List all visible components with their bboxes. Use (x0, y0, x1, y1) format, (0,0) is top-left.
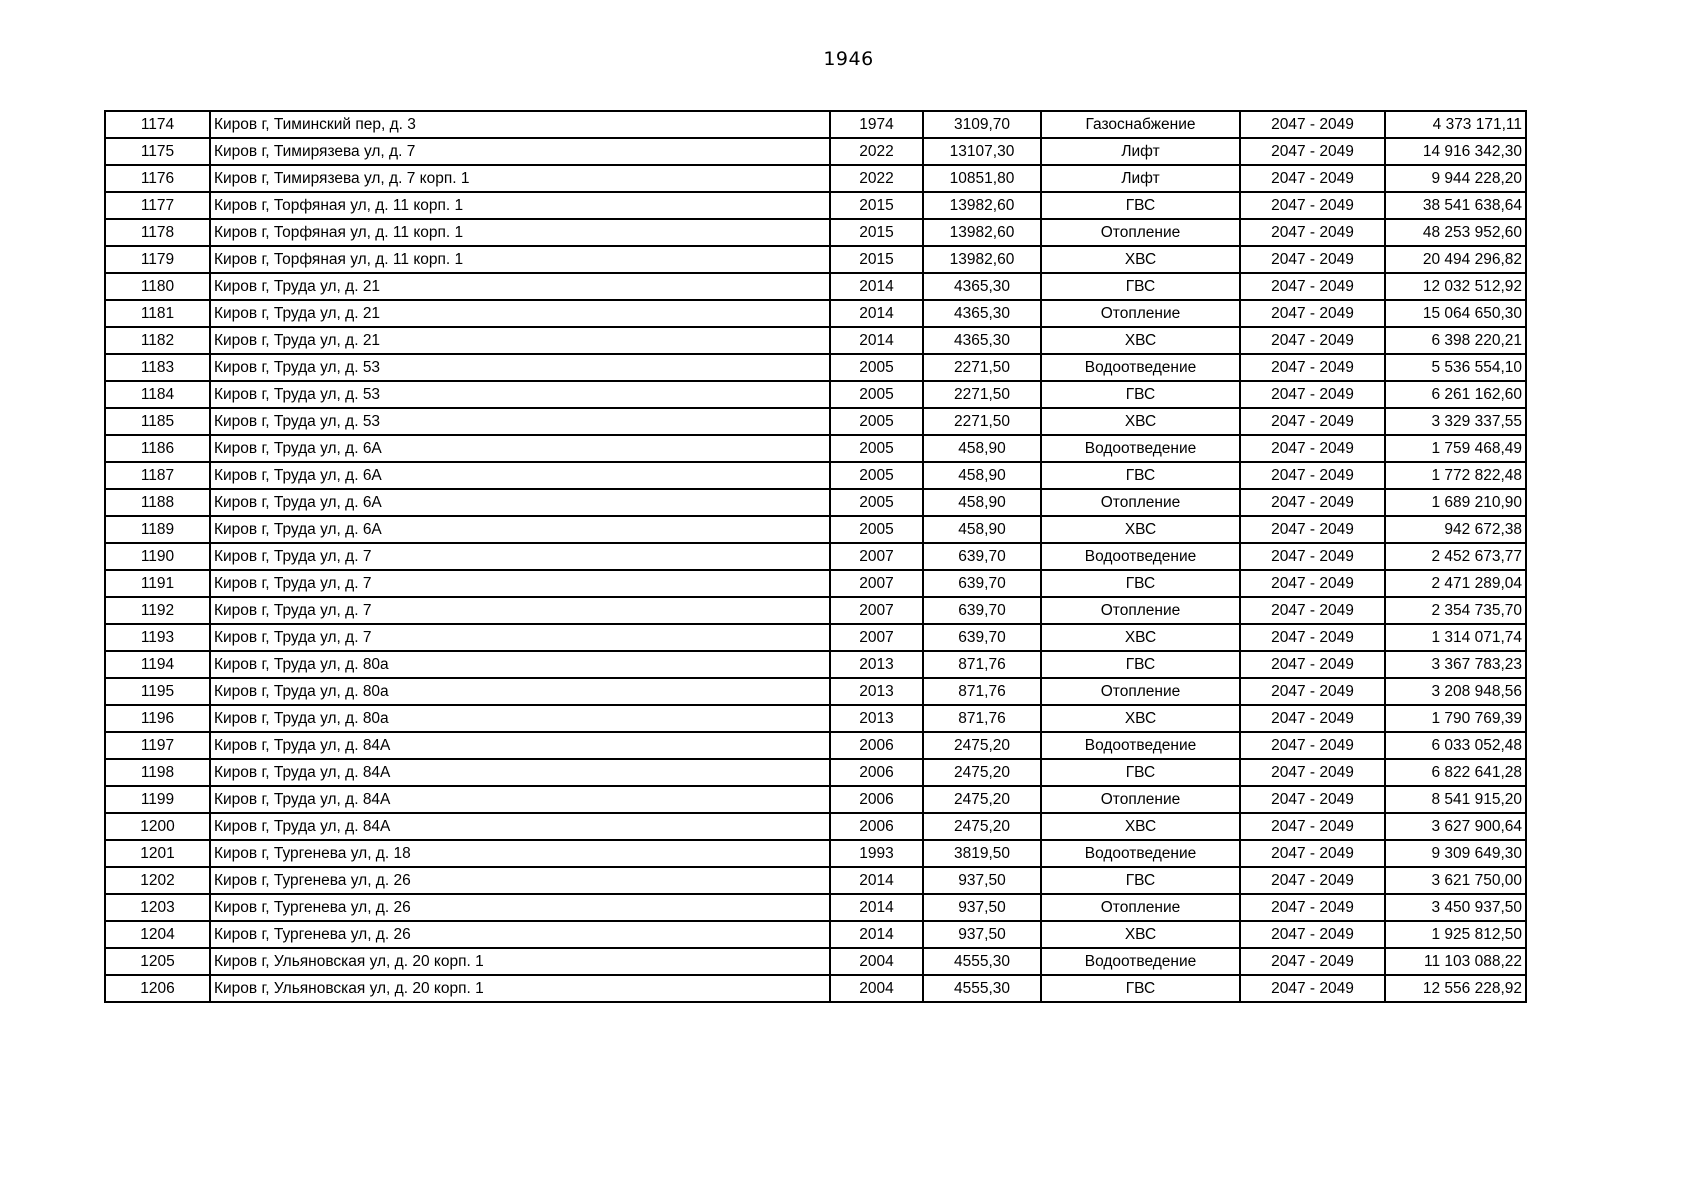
area-cell: 2271,50 (923, 354, 1041, 381)
area-cell: 937,50 (923, 867, 1041, 894)
row-number-cell: 1204 (105, 921, 210, 948)
row-number-cell: 1197 (105, 732, 210, 759)
period-cell: 2047 - 2049 (1240, 597, 1385, 624)
cost-cell: 14 916 342,30 (1385, 138, 1526, 165)
address-cell: Киров г, Торфяная ул, д. 11 корп. 1 (210, 192, 830, 219)
year-cell: 2007 (830, 543, 923, 570)
year-cell: 2015 (830, 192, 923, 219)
period-cell: 2047 - 2049 (1240, 165, 1385, 192)
cost-cell: 12 556 228,92 (1385, 975, 1526, 1002)
cost-cell: 4 373 171,11 (1385, 111, 1526, 138)
work-type-cell: Отопление (1041, 219, 1240, 246)
area-cell: 4365,30 (923, 327, 1041, 354)
cost-cell: 2 452 673,77 (1385, 543, 1526, 570)
row-number-cell: 1191 (105, 570, 210, 597)
address-cell: Киров г, Труда ул, д. 53 (210, 408, 830, 435)
period-cell: 2047 - 2049 (1240, 975, 1385, 1002)
row-number-cell: 1186 (105, 435, 210, 462)
year-cell: 2007 (830, 597, 923, 624)
table-row (105, 570, 1526, 597)
cost-cell: 38 541 638,64 (1385, 192, 1526, 219)
year-cell: 2014 (830, 327, 923, 354)
address-cell: Киров г, Тиминский пер, д. 3 (210, 111, 830, 138)
table-row (105, 759, 1526, 786)
year-cell: 2013 (830, 705, 923, 732)
year-cell: 2014 (830, 300, 923, 327)
table-row (105, 894, 1526, 921)
address-cell: Киров г, Тургенева ул, д. 26 (210, 894, 830, 921)
year-cell: 2022 (830, 138, 923, 165)
cost-cell: 1 925 812,50 (1385, 921, 1526, 948)
cost-cell: 2 354 735,70 (1385, 597, 1526, 624)
year-cell: 2004 (830, 975, 923, 1002)
period-cell: 2047 - 2049 (1240, 381, 1385, 408)
work-type-cell: ХВС (1041, 705, 1240, 732)
address-cell: Киров г, Труда ул, д. 80а (210, 651, 830, 678)
period-cell: 2047 - 2049 (1240, 948, 1385, 975)
address-cell: Киров г, Труда ул, д. 80а (210, 678, 830, 705)
year-cell: 2005 (830, 462, 923, 489)
work-type-cell: ГВС (1041, 192, 1240, 219)
cost-cell: 1 759 468,49 (1385, 435, 1526, 462)
address-cell: Киров г, Труда ул, д. 84А (210, 732, 830, 759)
period-cell: 2047 - 2049 (1240, 111, 1385, 138)
row-number-cell: 1205 (105, 948, 210, 975)
work-type-cell: Водоотведение (1041, 840, 1240, 867)
year-cell: 2022 (830, 165, 923, 192)
area-cell: 4555,30 (923, 975, 1041, 1002)
registry-table (104, 110, 1527, 1003)
table-row (105, 543, 1526, 570)
row-number-cell: 1187 (105, 462, 210, 489)
cost-cell: 9 944 228,20 (1385, 165, 1526, 192)
work-type-cell: ГВС (1041, 381, 1240, 408)
address-cell: Киров г, Тургенева ул, д. 18 (210, 840, 830, 867)
table-row (105, 327, 1526, 354)
year-cell: 2014 (830, 921, 923, 948)
area-cell: 2475,20 (923, 732, 1041, 759)
cost-cell: 2 471 289,04 (1385, 570, 1526, 597)
work-type-cell: Газоснабжение (1041, 111, 1240, 138)
table-row (105, 813, 1526, 840)
cost-cell: 6 033 052,48 (1385, 732, 1526, 759)
area-cell: 2271,50 (923, 381, 1041, 408)
work-type-cell: Водоотведение (1041, 435, 1240, 462)
address-cell: Киров г, Труда ул, д. 6А (210, 435, 830, 462)
table-row (105, 219, 1526, 246)
address-cell: Киров г, Ульяновская ул, д. 20 корп. 1 (210, 948, 830, 975)
cost-cell: 3 367 783,23 (1385, 651, 1526, 678)
table-row (105, 678, 1526, 705)
work-type-cell: Отопление (1041, 894, 1240, 921)
year-cell: 2015 (830, 246, 923, 273)
area-cell: 639,70 (923, 570, 1041, 597)
table-row (105, 408, 1526, 435)
area-cell: 458,90 (923, 462, 1041, 489)
area-cell: 13982,60 (923, 246, 1041, 273)
work-type-cell: Водоотведение (1041, 948, 1240, 975)
cost-cell: 1 314 071,74 (1385, 624, 1526, 651)
area-cell: 871,76 (923, 678, 1041, 705)
area-cell: 639,70 (923, 624, 1041, 651)
row-number-cell: 1179 (105, 246, 210, 273)
row-number-cell: 1183 (105, 354, 210, 381)
cost-cell: 942 672,38 (1385, 516, 1526, 543)
work-type-cell: Отопление (1041, 786, 1240, 813)
row-number-cell: 1177 (105, 192, 210, 219)
table-row (105, 975, 1526, 1002)
cost-cell: 20 494 296,82 (1385, 246, 1526, 273)
period-cell: 2047 - 2049 (1240, 570, 1385, 597)
cost-cell: 15 064 650,30 (1385, 300, 1526, 327)
table-row (105, 516, 1526, 543)
cost-cell: 3 208 948,56 (1385, 678, 1526, 705)
table-row (105, 489, 1526, 516)
year-cell: 2013 (830, 678, 923, 705)
row-number-cell: 1190 (105, 543, 210, 570)
period-cell: 2047 - 2049 (1240, 354, 1385, 381)
year-cell: 2014 (830, 867, 923, 894)
address-cell: Киров г, Труда ул, д. 53 (210, 381, 830, 408)
area-cell: 937,50 (923, 921, 1041, 948)
period-cell: 2047 - 2049 (1240, 219, 1385, 246)
cost-cell: 9 309 649,30 (1385, 840, 1526, 867)
work-type-cell: ХВС (1041, 921, 1240, 948)
area-cell: 4365,30 (923, 300, 1041, 327)
row-number-cell: 1189 (105, 516, 210, 543)
cost-cell: 3 627 900,64 (1385, 813, 1526, 840)
period-cell: 2047 - 2049 (1240, 624, 1385, 651)
table-row (105, 273, 1526, 300)
work-type-cell: Водоотведение (1041, 732, 1240, 759)
period-cell: 2047 - 2049 (1240, 327, 1385, 354)
year-cell: 2005 (830, 381, 923, 408)
year-cell: 2006 (830, 786, 923, 813)
row-number-cell: 1192 (105, 597, 210, 624)
work-type-cell: Отопление (1041, 597, 1240, 624)
area-cell: 3109,70 (923, 111, 1041, 138)
work-type-cell: Водоотведение (1041, 354, 1240, 381)
table-row (105, 192, 1526, 219)
address-cell: Киров г, Тургенева ул, д. 26 (210, 921, 830, 948)
cost-cell: 48 253 952,60 (1385, 219, 1526, 246)
year-cell: 2006 (830, 813, 923, 840)
row-number-cell: 1206 (105, 975, 210, 1002)
work-type-cell: ГВС (1041, 975, 1240, 1002)
address-cell: Киров г, Труда ул, д. 21 (210, 327, 830, 354)
period-cell: 2047 - 2049 (1240, 273, 1385, 300)
work-type-cell: ГВС (1041, 570, 1240, 597)
year-cell: 2006 (830, 759, 923, 786)
row-number-cell: 1185 (105, 408, 210, 435)
period-cell: 2047 - 2049 (1240, 867, 1385, 894)
row-number-cell: 1175 (105, 138, 210, 165)
period-cell: 2047 - 2049 (1240, 489, 1385, 516)
table-row (105, 354, 1526, 381)
table-row (105, 948, 1526, 975)
area-cell: 13982,60 (923, 192, 1041, 219)
area-cell: 13107,30 (923, 138, 1041, 165)
year-cell: 2005 (830, 354, 923, 381)
table-row (105, 624, 1526, 651)
year-cell: 2014 (830, 273, 923, 300)
work-type-cell: ГВС (1041, 273, 1240, 300)
period-cell: 2047 - 2049 (1240, 732, 1385, 759)
area-cell: 3819,50 (923, 840, 1041, 867)
row-number-cell: 1184 (105, 381, 210, 408)
year-cell: 2013 (830, 651, 923, 678)
work-type-cell: Лифт (1041, 138, 1240, 165)
work-type-cell: ХВС (1041, 624, 1240, 651)
table-row (105, 597, 1526, 624)
area-cell: 13982,60 (923, 219, 1041, 246)
row-number-cell: 1176 (105, 165, 210, 192)
row-number-cell: 1203 (105, 894, 210, 921)
work-type-cell: ГВС (1041, 867, 1240, 894)
period-cell: 2047 - 2049 (1240, 435, 1385, 462)
period-cell: 2047 - 2049 (1240, 462, 1385, 489)
year-cell: 2005 (830, 408, 923, 435)
table-row (105, 462, 1526, 489)
period-cell: 2047 - 2049 (1240, 138, 1385, 165)
cost-cell: 3 450 937,50 (1385, 894, 1526, 921)
table-row (105, 165, 1526, 192)
area-cell: 2475,20 (923, 786, 1041, 813)
year-cell: 2005 (830, 516, 923, 543)
work-type-cell: Отопление (1041, 489, 1240, 516)
address-cell: Киров г, Труда ул, д. 84А (210, 786, 830, 813)
period-cell: 2047 - 2049 (1240, 543, 1385, 570)
area-cell: 871,76 (923, 651, 1041, 678)
page-number: 1946 (823, 48, 874, 70)
area-cell: 4555,30 (923, 948, 1041, 975)
work-type-cell: ХВС (1041, 813, 1240, 840)
area-cell: 458,90 (923, 435, 1041, 462)
address-cell: Киров г, Труда ул, д. 80а (210, 705, 830, 732)
cost-cell: 6 398 220,21 (1385, 327, 1526, 354)
period-cell: 2047 - 2049 (1240, 813, 1385, 840)
cost-cell: 1 790 769,39 (1385, 705, 1526, 732)
work-type-cell: ХВС (1041, 516, 1240, 543)
table-row (105, 651, 1526, 678)
year-cell: 2007 (830, 624, 923, 651)
work-type-cell: ГВС (1041, 759, 1240, 786)
table-row (105, 138, 1526, 165)
work-type-cell: ХВС (1041, 246, 1240, 273)
work-type-cell: Водоотведение (1041, 543, 1240, 570)
address-cell: Киров г, Торфяная ул, д. 11 корп. 1 (210, 246, 830, 273)
address-cell: Киров г, Труда ул, д. 53 (210, 354, 830, 381)
cost-cell: 11 103 088,22 (1385, 948, 1526, 975)
address-cell: Киров г, Ульяновская ул, д. 20 корп. 1 (210, 975, 830, 1002)
row-number-cell: 1198 (105, 759, 210, 786)
row-number-cell: 1202 (105, 867, 210, 894)
table-row (105, 840, 1526, 867)
area-cell: 2271,50 (923, 408, 1041, 435)
period-cell: 2047 - 2049 (1240, 759, 1385, 786)
row-number-cell: 1182 (105, 327, 210, 354)
work-type-cell: ГВС (1041, 651, 1240, 678)
period-cell: 2047 - 2049 (1240, 516, 1385, 543)
year-cell: 2006 (830, 732, 923, 759)
row-number-cell: 1201 (105, 840, 210, 867)
cost-cell: 3 329 337,55 (1385, 408, 1526, 435)
address-cell: Киров г, Труда ул, д. 84А (210, 759, 830, 786)
row-number-cell: 1200 (105, 813, 210, 840)
period-cell: 2047 - 2049 (1240, 246, 1385, 273)
year-cell: 2014 (830, 894, 923, 921)
period-cell: 2047 - 2049 (1240, 651, 1385, 678)
work-type-cell: Лифт (1041, 165, 1240, 192)
period-cell: 2047 - 2049 (1240, 840, 1385, 867)
year-cell: 1974 (830, 111, 923, 138)
row-number-cell: 1195 (105, 678, 210, 705)
cost-cell: 6 261 162,60 (1385, 381, 1526, 408)
address-cell: Киров г, Труда ул, д. 84А (210, 813, 830, 840)
period-cell: 2047 - 2049 (1240, 921, 1385, 948)
work-type-cell: ХВС (1041, 327, 1240, 354)
period-cell: 2047 - 2049 (1240, 705, 1385, 732)
address-cell: Киров г, Тимирязева ул, д. 7 (210, 138, 830, 165)
cost-cell: 6 822 641,28 (1385, 759, 1526, 786)
table-row (105, 381, 1526, 408)
period-cell: 2047 - 2049 (1240, 894, 1385, 921)
address-cell: Киров г, Труда ул, д. 7 (210, 597, 830, 624)
work-type-cell: Отопление (1041, 300, 1240, 327)
area-cell: 871,76 (923, 705, 1041, 732)
period-cell: 2047 - 2049 (1240, 678, 1385, 705)
row-number-cell: 1188 (105, 489, 210, 516)
area-cell: 458,90 (923, 489, 1041, 516)
period-cell: 2047 - 2049 (1240, 300, 1385, 327)
area-cell: 639,70 (923, 543, 1041, 570)
row-number-cell: 1181 (105, 300, 210, 327)
cost-cell: 8 541 915,20 (1385, 786, 1526, 813)
row-number-cell: 1199 (105, 786, 210, 813)
row-number-cell: 1180 (105, 273, 210, 300)
address-cell: Киров г, Тимирязева ул, д. 7 корп. 1 (210, 165, 830, 192)
year-cell: 2007 (830, 570, 923, 597)
period-cell: 2047 - 2049 (1240, 786, 1385, 813)
address-cell: Киров г, Труда ул, д. 7 (210, 543, 830, 570)
registry-table-body (105, 111, 1526, 1002)
table-row (105, 111, 1526, 138)
year-cell: 2005 (830, 489, 923, 516)
year-cell: 2005 (830, 435, 923, 462)
table-row (105, 246, 1526, 273)
address-cell: Киров г, Труда ул, д. 21 (210, 300, 830, 327)
area-cell: 2475,20 (923, 759, 1041, 786)
address-cell: Киров г, Тургенева ул, д. 26 (210, 867, 830, 894)
address-cell: Киров г, Труда ул, д. 6А (210, 462, 830, 489)
work-type-cell: ГВС (1041, 462, 1240, 489)
cost-cell: 1 772 822,48 (1385, 462, 1526, 489)
address-cell: Киров г, Труда ул, д. 6А (210, 489, 830, 516)
area-cell: 2475,20 (923, 813, 1041, 840)
period-cell: 2047 - 2049 (1240, 192, 1385, 219)
table-row (105, 786, 1526, 813)
table-row (105, 867, 1526, 894)
row-number-cell: 1193 (105, 624, 210, 651)
cost-cell: 3 621 750,00 (1385, 867, 1526, 894)
table-row (105, 300, 1526, 327)
row-number-cell: 1194 (105, 651, 210, 678)
area-cell: 639,70 (923, 597, 1041, 624)
cost-cell: 1 689 210,90 (1385, 489, 1526, 516)
table-row (105, 732, 1526, 759)
year-cell: 1993 (830, 840, 923, 867)
address-cell: Киров г, Труда ул, д. 7 (210, 624, 830, 651)
area-cell: 10851,80 (923, 165, 1041, 192)
row-number-cell: 1196 (105, 705, 210, 732)
table-row (105, 705, 1526, 732)
row-number-cell: 1178 (105, 219, 210, 246)
address-cell: Киров г, Торфяная ул, д. 11 корп. 1 (210, 219, 830, 246)
address-cell: Киров г, Труда ул, д. 21 (210, 273, 830, 300)
table-row (105, 921, 1526, 948)
year-cell: 2004 (830, 948, 923, 975)
area-cell: 4365,30 (923, 273, 1041, 300)
table-row (105, 435, 1526, 462)
year-cell: 2015 (830, 219, 923, 246)
row-number-cell: 1174 (105, 111, 210, 138)
area-cell: 458,90 (923, 516, 1041, 543)
address-cell: Киров г, Труда ул, д. 6А (210, 516, 830, 543)
address-cell: Киров г, Труда ул, д. 7 (210, 570, 830, 597)
area-cell: 937,50 (923, 894, 1041, 921)
work-type-cell: Отопление (1041, 678, 1240, 705)
cost-cell: 12 032 512,92 (1385, 273, 1526, 300)
work-type-cell: ХВС (1041, 408, 1240, 435)
period-cell: 2047 - 2049 (1240, 408, 1385, 435)
cost-cell: 5 536 554,10 (1385, 354, 1526, 381)
